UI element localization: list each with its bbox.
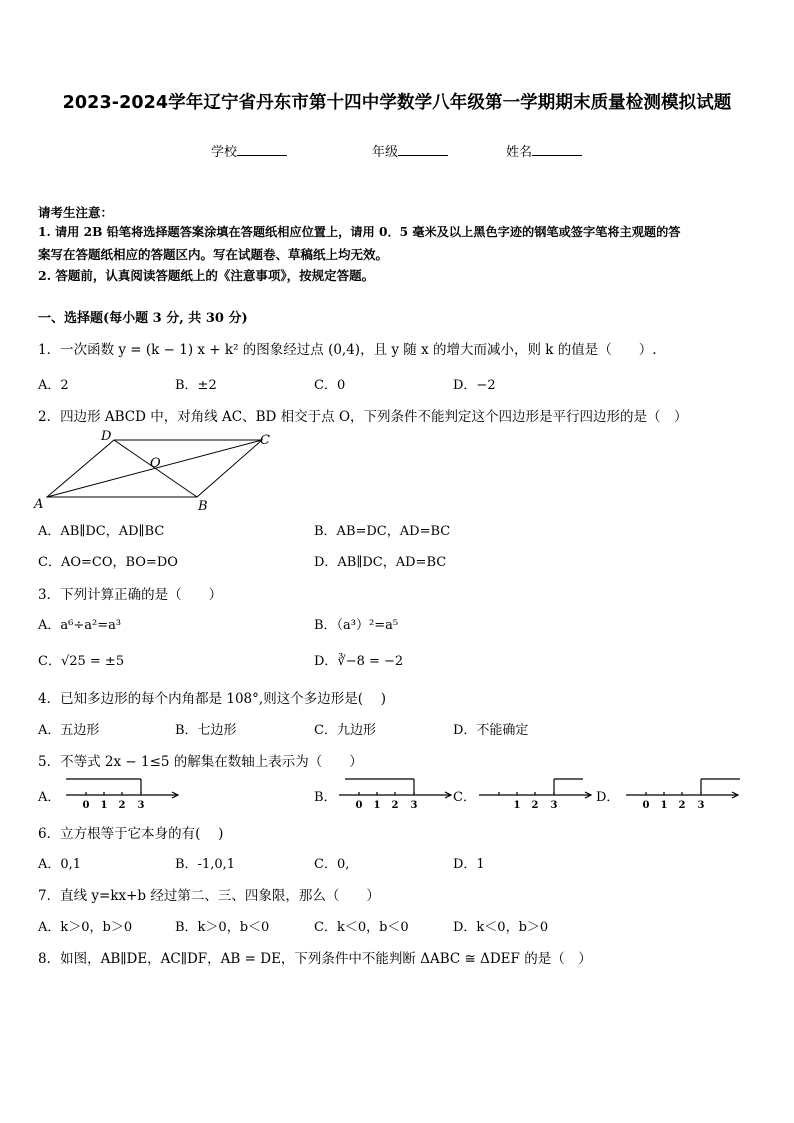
q5-option-a[interactable]: A．	[38, 790, 61, 805]
q3-option-d[interactable]: D．∛−8 = −2	[314, 654, 404, 669]
notice-line-2: 2. 答题前，认真阅读答题纸上的《注意事项》，按规定答题。	[38, 268, 375, 283]
tick-label-1: 1	[100, 800, 108, 811]
name-blank[interactable]	[532, 143, 582, 156]
q7-option-d[interactable]: D．k＜0，b＞0	[453, 920, 549, 935]
vertex-label-d: D	[101, 429, 112, 444]
q4-stem: 4．已知多边形的每个内角都是 108°,则这个多边形是( )	[38, 691, 387, 707]
q3-option-a[interactable]: A．a⁶÷a²=a³	[38, 618, 122, 633]
tick-label-3: 3	[697, 800, 705, 811]
vertex-label-c: C	[260, 433, 270, 448]
name-field	[506, 141, 582, 160]
q2-option-b[interactable]: B．AB=DC，AD=BC	[314, 524, 451, 539]
vertex-label-b: B	[198, 499, 208, 514]
number-line-b	[333, 775, 458, 813]
q1-stem: 1．一次函数 y = (k − 1) x + k² 的图象经过点 (0,4)，且 y 随 x 的增大而减小，则 k 的值是（ ）.	[38, 342, 657, 358]
q5-option-b[interactable]: B．	[314, 790, 337, 805]
q5-option-c[interactable]: C．	[453, 790, 476, 805]
number-line-d	[620, 775, 745, 813]
grade-blank[interactable]	[398, 143, 448, 156]
tick-label-0: 0	[82, 800, 90, 811]
page-title: 2023-2024学年辽宁省丹东市第十四中学数学八年级第一学期期末质量检测模拟试题	[62, 93, 732, 113]
q7-option-c[interactable]: C．k＜0，b＜0	[314, 920, 409, 935]
q2-stem: 2．四边形 ABCD 中，对角线 AC、BD 相交于点 O，下列条件不能判定这个四边形是平行四边形的是（ ）	[38, 409, 688, 425]
tick-label-2: 2	[678, 800, 686, 811]
q6-option-a[interactable]: A．0,1	[38, 857, 82, 872]
q7-option-b[interactable]: B．k＞0，b＜0	[175, 920, 270, 935]
q1-option-b[interactable]: B．±2	[175, 378, 217, 393]
q2-option-a[interactable]: A．AB∥DC，AD∥BC	[38, 524, 165, 539]
school-blank[interactable]	[237, 143, 287, 156]
number-line-c	[473, 775, 598, 813]
notice-heading: 请考生注意：	[38, 205, 114, 220]
q1-option-a[interactable]: A．2	[38, 378, 69, 393]
q4-option-b[interactable]: B．七边形	[175, 723, 237, 738]
q8-stem: 8．如图，AB∥DE，AC∥DF，AB = DE，下列条件中不能判断 ΔABC ≅ ΔDEF 的是（ ）	[38, 951, 592, 967]
tick-label-2: 2	[118, 800, 126, 811]
tick-label-3: 3	[410, 800, 418, 811]
q6-stem: 6．立方根等于它本身的有( )	[38, 826, 224, 842]
q6-option-d[interactable]: D．1	[453, 857, 485, 872]
parallelogram-figure	[30, 426, 290, 516]
q4-option-a[interactable]: A．五边形	[38, 723, 100, 738]
name-label: 姓名	[506, 145, 533, 160]
q1-option-c[interactable]: C．0	[314, 378, 346, 393]
tick-label-2: 2	[391, 800, 399, 811]
q7-option-a[interactable]: A．k＞0，b＞0	[38, 920, 133, 935]
q3-option-b[interactable]: B．（a³）²=a⁵	[314, 618, 399, 633]
tick-label-1: 1	[660, 800, 668, 811]
tick-label-0: 0	[355, 800, 363, 811]
tick-label-2: 2	[531, 800, 539, 811]
q2-option-c[interactable]: C．AO=CO，BO=DO	[38, 555, 178, 570]
q1-option-d[interactable]: D．−2	[453, 378, 496, 393]
q2-option-d[interactable]: D．AB∥DC，AD=BC	[314, 555, 447, 570]
q4-option-c[interactable]: C．九边形	[314, 723, 376, 738]
school-field	[211, 141, 287, 160]
q6-option-c[interactable]: C．0,	[314, 857, 350, 872]
center-label-o: O	[150, 456, 161, 471]
tick-label-1: 1	[513, 800, 521, 811]
section-heading: 一、选择题(每小题 3 分, 共 30 分)	[38, 311, 248, 326]
notice-line-1b: 案写在答题纸相应的答题区内。写在试题卷、草稿纸上均无效。	[38, 247, 389, 262]
vertex-label-a: A	[34, 497, 44, 512]
grade-field	[372, 141, 448, 160]
tick-label-3: 3	[550, 800, 558, 811]
tick-label-1: 1	[373, 800, 381, 811]
q7-stem: 7．直线 y=kx+b 经过第二、三、四象限，那么（ ）	[38, 888, 380, 904]
notice-line-1a: 1. 请用 2B 铅笔将选择题答案涂填在答题纸相应位置上，请用 0．5 毫米及以上黑色字迹的钢笔或签字笔将主观题的答	[38, 225, 681, 239]
tick-label-0: 0	[642, 800, 650, 811]
grade-label: 年级	[372, 145, 399, 160]
q4-option-d[interactable]: D．不能确定	[453, 723, 529, 738]
number-line-a	[60, 775, 185, 813]
school-label: 学校	[211, 145, 238, 160]
q6-option-b[interactable]: B．-1,0,1	[175, 857, 236, 872]
q5-stem: 5．不等式 2x − 1≤5 的解集在数轴上表示为（ ）	[38, 754, 363, 770]
q5-option-d[interactable]: D．	[596, 790, 620, 805]
q3-stem: 3．下列计算正确的是（ ）	[38, 587, 223, 603]
q3-option-c[interactable]: C．√25 = ±5	[38, 654, 125, 669]
tick-label-3: 3	[137, 800, 145, 811]
